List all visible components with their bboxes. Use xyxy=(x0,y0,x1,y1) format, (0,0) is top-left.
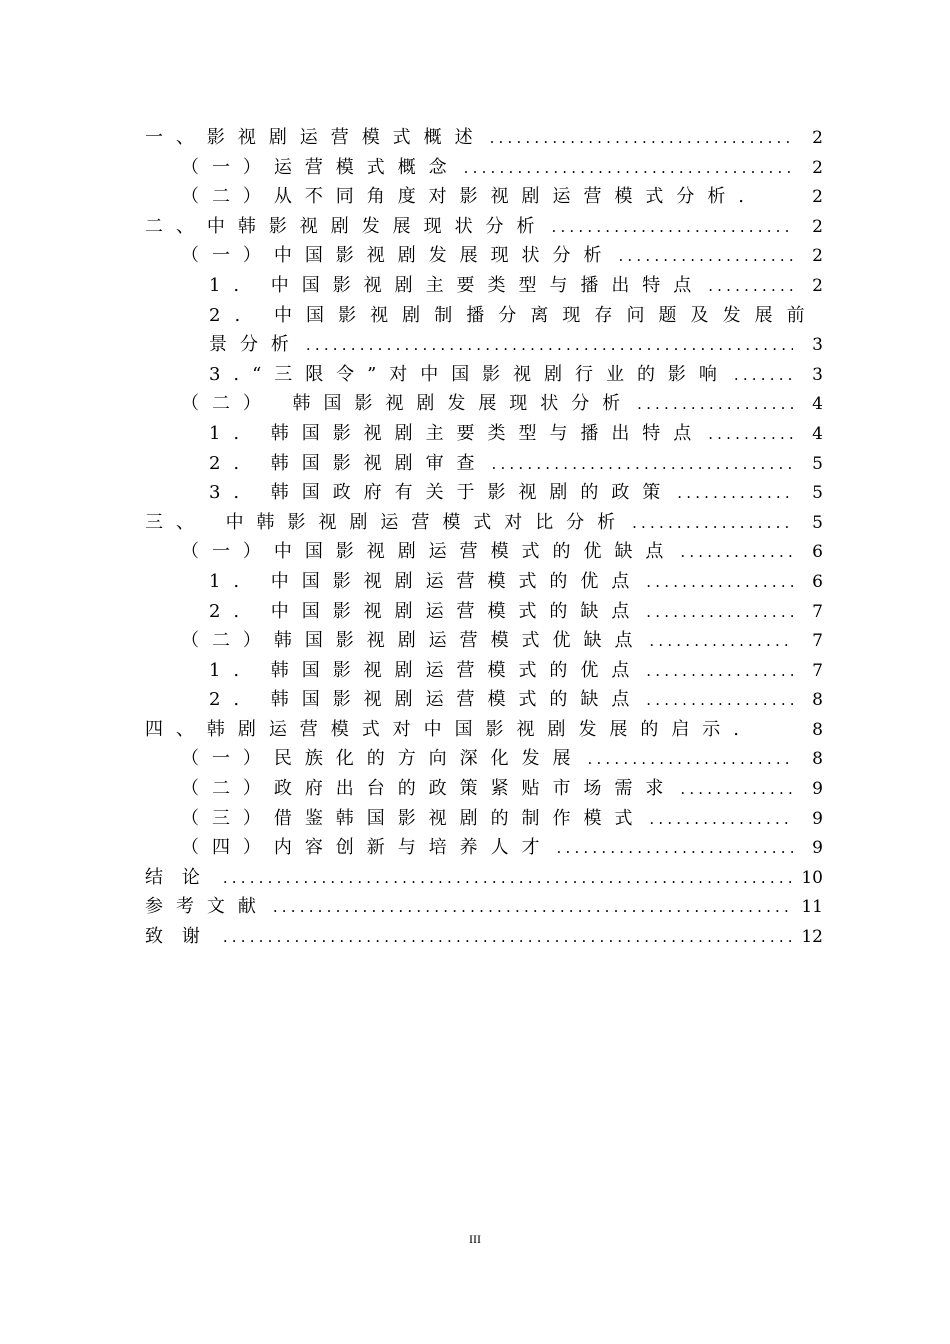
toc-entry-page: 12 xyxy=(801,927,823,948)
toc-entry-page: 9 xyxy=(812,779,823,800)
toc-entry-title: （二）韩国影视剧运营模式优缺点 xyxy=(181,630,646,652)
toc-entry-title: 景分析 xyxy=(209,334,302,356)
toc-entry-page: 5 xyxy=(812,483,823,504)
toc-leader-dots xyxy=(302,331,793,360)
toc-entry-page: 3 xyxy=(812,364,823,385)
toc-entry[interactable] xyxy=(145,241,823,271)
toc-entry-title: 2. 韩国影视剧运营模式的缺点 xyxy=(209,689,643,711)
toc-leader-dots xyxy=(676,538,793,567)
toc-entry[interactable] xyxy=(145,212,823,242)
toc-entry-page: 2 xyxy=(812,128,823,148)
toc-entry-page: 2 xyxy=(812,216,823,237)
toc-entry[interactable] xyxy=(145,449,823,479)
toc-leader-dots xyxy=(642,657,793,686)
toc-entry-page: 10 xyxy=(801,867,823,888)
toc-entry[interactable] xyxy=(145,271,823,301)
toc-leader-dots xyxy=(269,893,793,922)
toc-entry-title: （二）政府出台的政策紧贴市场需求 xyxy=(181,778,677,800)
toc-entry[interactable] xyxy=(145,360,823,390)
toc-entry-title: （一）中国影视剧运营模式的优缺点 xyxy=(181,541,677,563)
toc-entry-page: 8 xyxy=(812,690,823,711)
toc-entry-title: 1. 中国影视剧运营模式的优点 xyxy=(209,570,643,592)
toc-entry-title: （四）内容创新与培养人才 xyxy=(181,837,553,859)
toc-leader-dots xyxy=(645,805,793,834)
toc-entry-title: 结论 xyxy=(145,866,219,888)
toc-entry-page: 11 xyxy=(801,897,823,918)
toc-entry[interactable] xyxy=(145,744,823,774)
toc-entry-title: 3.“三限令”对中国影视剧行业的影响 xyxy=(209,363,730,385)
toc-entry[interactable] xyxy=(145,478,823,508)
toc-entry[interactable] xyxy=(145,922,823,952)
toc-leader-dots xyxy=(645,627,793,656)
toc-entry-page: 2 xyxy=(812,157,823,178)
toc-entry[interactable] xyxy=(145,597,823,627)
toc-leader-dots xyxy=(642,686,793,715)
toc-entry-title: （一）中国影视剧发展现状分析 xyxy=(181,245,615,267)
toc-entry-title: （二）从不同角度对影视剧运营模式分析. xyxy=(181,186,757,208)
toc-leader-dots xyxy=(583,745,793,774)
toc-entry-title: 致谢 xyxy=(145,926,219,948)
toc-entry[interactable] xyxy=(145,537,823,567)
toc-entry[interactable] xyxy=(145,389,823,419)
toc-entry[interactable] xyxy=(145,182,823,212)
toc-entry-title: 四、韩剧运营模式对中国影视剧发展的启示. xyxy=(145,718,752,740)
toc-leader-dots xyxy=(676,775,793,804)
toc-leader-dots xyxy=(614,242,793,271)
toc-entry-title: 一、影视剧运营模式概述 xyxy=(145,127,486,148)
toc-entry-title: 二、中韩影视剧发展现状分析 xyxy=(145,215,548,237)
toc-entry-page: 2 xyxy=(812,246,823,267)
toc-leader-dots xyxy=(547,213,793,242)
toc-entry-title: （一）民族化的方向深化发展 xyxy=(181,748,584,770)
toc-leader-dots xyxy=(730,361,793,390)
toc-leader-dots xyxy=(219,923,793,952)
toc-entry-title: 2. 中国影视剧制播分离现存问题及发展前 xyxy=(209,304,819,326)
toc-entry-title: 2. 韩国影视剧审查 xyxy=(209,452,488,474)
toc-entry-title: （二） 韩国影视剧发展现状分析 xyxy=(181,393,634,415)
toc-entry-page: 5 xyxy=(812,453,823,474)
toc-entry[interactable] xyxy=(145,567,823,597)
toc-entry[interactable] xyxy=(145,892,823,922)
toc-entry[interactable] xyxy=(145,123,823,153)
toc-entry-page: 8 xyxy=(812,749,823,770)
toc-entry-page: 3 xyxy=(812,335,823,356)
toc-entry-title: 3. 韩国政府有关于影视剧的政策 xyxy=(209,482,674,504)
toc-leader-dots xyxy=(642,568,793,597)
toc-entry[interactable] xyxy=(145,685,823,715)
toc-entry-title: （一）运营模式概念 xyxy=(181,156,460,178)
toc-entry[interactable] xyxy=(145,153,823,183)
toc-entry-title: 1. 韩国影视剧运营模式的优点 xyxy=(209,659,643,681)
toc-entry[interactable] xyxy=(145,863,823,893)
toc-entry-page: 4 xyxy=(812,394,823,415)
toc-entry[interactable] xyxy=(145,656,823,686)
toc-entry-page: 2 xyxy=(812,187,823,208)
page-number: III xyxy=(469,1232,481,1246)
toc-entry-page: 7 xyxy=(812,601,823,622)
toc-entry-page: 9 xyxy=(812,808,823,829)
toc-entry[interactable] xyxy=(145,301,823,331)
toc-leader-dots xyxy=(704,420,793,449)
table-of-contents xyxy=(145,123,823,952)
toc-entry-page: 4 xyxy=(812,423,823,444)
toc-entry[interactable] xyxy=(145,715,823,745)
toc-entry[interactable] xyxy=(145,804,823,834)
toc-entry[interactable] xyxy=(145,833,823,863)
toc-leader-dots xyxy=(488,450,794,479)
toc-entry[interactable] xyxy=(145,419,823,449)
toc-leader-dots xyxy=(553,834,793,863)
toc-entry-title: 1. 中国影视剧主要类型与播出特点 xyxy=(209,274,705,296)
toc-leader-dots xyxy=(219,864,793,893)
toc-entry-page: 8 xyxy=(812,719,823,740)
toc-entry[interactable] xyxy=(145,774,823,804)
toc-entry-page: 7 xyxy=(812,631,823,652)
toc-leader-dots xyxy=(460,154,793,183)
toc-entry[interactable] xyxy=(145,626,823,656)
toc-entry-page: 2 xyxy=(812,275,823,296)
toc-leader-dots xyxy=(633,390,793,419)
toc-entry-title: 1. 韩国影视剧主要类型与播出特点 xyxy=(209,422,705,444)
toc-leader-dots xyxy=(704,272,793,301)
toc-entry-title: 2. 中国影视剧运营模式的缺点 xyxy=(209,600,643,622)
toc-entry-page: 5 xyxy=(812,512,823,533)
toc-entry-page: 6 xyxy=(812,542,823,563)
toc-entry-title: （三）借鉴韩国影视剧的制作模式 xyxy=(181,807,646,829)
toc-entry[interactable] xyxy=(145,508,823,538)
toc-entry-title: 三、 中韩影视剧运营模式对比分析 xyxy=(145,511,629,533)
toc-entry[interactable] xyxy=(145,330,823,360)
toc-leader-dots xyxy=(486,124,793,153)
toc-entry-page: 7 xyxy=(812,660,823,681)
toc-leader-dots xyxy=(673,479,793,508)
toc-leader-dots xyxy=(628,509,793,538)
toc-entry-page: 9 xyxy=(812,838,823,859)
toc-entry-page: 6 xyxy=(812,571,823,592)
toc-leader-dots xyxy=(642,598,793,627)
toc-entry-title: 参考文献 xyxy=(145,896,269,918)
